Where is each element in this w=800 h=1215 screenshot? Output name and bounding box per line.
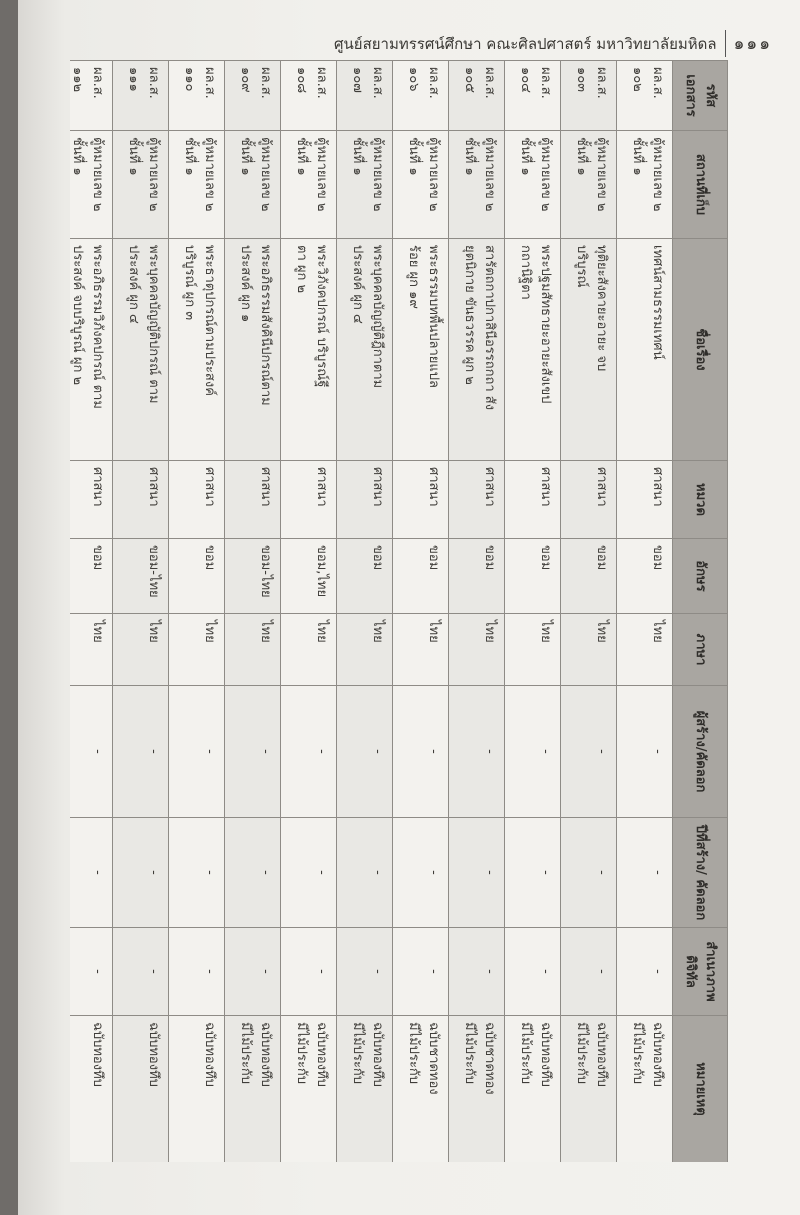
cell-category: ศาสนา [225, 461, 281, 539]
cell-title: พระปฐมสัทธายะอายะสังเขป กถานิฐิตา [505, 239, 561, 461]
table-row [225, 61, 281, 1163]
cell-code: ผล.ส. ๑๐๔ [505, 61, 561, 131]
cell-language: ไทย [70, 614, 113, 686]
cell-year: - [393, 818, 449, 928]
cell-creator: - [113, 686, 169, 818]
cell-title: สารัตถกาปกาสินีอรรถกถา สัง ยุตนิกาย ขันธวรรค ผูก ๒ [449, 239, 505, 461]
cell-creator: - [561, 686, 617, 818]
table-row [169, 61, 225, 1163]
cell-language: ไทย [505, 614, 561, 686]
cell-category: ศาสนา [337, 461, 393, 539]
cell-script: ขอม [617, 539, 673, 614]
cell-year: - [70, 818, 113, 928]
cell-year: - [617, 818, 673, 928]
cell-note: ฉบับทองทึบ [70, 1016, 113, 1163]
cell-digital: - [113, 928, 169, 1016]
cell-digital: - [169, 928, 225, 1016]
cell-location: ตู้หมายเลข ๒ ชั้นที่ ๑ [70, 131, 113, 239]
cell-digital: - [337, 928, 393, 1016]
cell-category: ศาสนา [617, 461, 673, 539]
col-header-location: สถานที่เก็บ [673, 131, 728, 239]
cell-note: ฉบับทองทึบ [113, 1016, 169, 1163]
cell-language: ไทย [169, 614, 225, 686]
cell-creator: - [225, 686, 281, 818]
cell-creator: - [393, 686, 449, 818]
manuscript-catalog-table [70, 60, 728, 1162]
cell-title: ทุติยะสังคายะอายะ จบ บริบูรณ์ [561, 239, 617, 461]
cell-script: ขอม [561, 539, 617, 614]
cell-digital: - [449, 928, 505, 1016]
cell-language: ไทย [617, 614, 673, 686]
cell-creator: - [169, 686, 225, 818]
cell-category: ศาสนา [281, 461, 337, 539]
table-row [505, 61, 561, 1163]
cell-title: พระบุคคลบัญญัติฎีกาตาม ประสงค์ ผูก ๔ [337, 239, 393, 461]
cell-code: ผล.ส. ๑๑๒ [70, 61, 113, 131]
cell-script: ขอม [505, 539, 561, 614]
cell-language: ไทย [449, 614, 505, 686]
cell-creator: - [449, 686, 505, 818]
table-row [281, 61, 337, 1163]
cell-code: ผล.ส. ๑๐๖ [393, 61, 449, 131]
cell-note: ฉบับทองทึบ มีไม้ประกับ [281, 1016, 337, 1163]
col-header-script: อักษร [673, 539, 728, 614]
cell-location: ตู้หมายเลข ๒ ชั้นที่ ๑ [449, 131, 505, 239]
cell-digital: - [70, 928, 113, 1016]
cell-location: ตู้หมายเลข ๒ ชั้นที่ ๑ [393, 131, 449, 239]
cell-year: - [561, 818, 617, 928]
table-row [617, 61, 673, 1163]
cell-note: ฉบับทองทึบ มีไม้ประกับ [225, 1016, 281, 1163]
cell-title: พระธรรมบทพื้นปลายแปล ร้อย ผูก ๑๙ [393, 239, 449, 461]
cell-script: ขอม [70, 539, 113, 614]
col-header-category: หมวด [673, 461, 728, 539]
cell-year: - [337, 818, 393, 928]
cell-code: ผล.ส. ๑๐๗ [337, 61, 393, 131]
cell-digital: - [393, 928, 449, 1016]
cell-creator: - [70, 686, 113, 818]
col-header-language: ภาษา [673, 614, 728, 686]
cell-code: ผล.ส. ๑๐๒ [617, 61, 673, 131]
cell-category: ศาสนา [393, 461, 449, 539]
running-header [334, 30, 772, 57]
cell-title: พระบุคคลบัญญัติปกรณ์ ตาม ประสงค์ ผูก ๔ [113, 239, 169, 461]
cell-digital: - [561, 928, 617, 1016]
cell-script: ขอม [169, 539, 225, 614]
cell-code: ผล.ส. ๑๐๓ [561, 61, 617, 131]
cell-title: พระอภิธรรมสังคินีปกรณ์ตาม ประสงค์ ผูก ๑ [225, 239, 281, 461]
table-row [70, 61, 113, 1163]
cell-note: ฉบับชาดทอง มีไม้ประกับ [393, 1016, 449, 1163]
cell-digital: - [281, 928, 337, 1016]
cell-title: พระธาตุปกรณ์ตามประสงค์ บริบูรณ์ ผูก ๓ [169, 239, 225, 461]
cell-year: - [225, 818, 281, 928]
cell-language: ไทย [393, 614, 449, 686]
cell-category: ศาสนา [505, 461, 561, 539]
cell-title: พระอภิธรรมวิภังคปกรณ์ ตาม ประสงค์ จบบริบูรณ์ ผูก ๒ [70, 239, 113, 461]
cell-script: ขอม [449, 539, 505, 614]
col-header-year: ปีที่สร้าง/ คัดลอก [673, 818, 728, 928]
cell-year: - [449, 818, 505, 928]
cell-code: ผล.ส. ๑๐๘ [281, 61, 337, 131]
cell-category: ศาสนา [113, 461, 169, 539]
col-header-creator: ผู้สร้าง/คัดลอก [673, 686, 728, 818]
cell-location: ตู้หมายเลข ๒ ชั้นที่ ๑ [505, 131, 561, 239]
page-number: ๑๑๑ [725, 30, 772, 57]
cell-year: - [169, 818, 225, 928]
cell-location: ตู้หมายเลข ๒ ชั้นที่ ๑ [113, 131, 169, 239]
cell-code: ผล.ส. ๑๐๕ [449, 61, 505, 131]
cell-location: ตู้หมายเลข ๒ ชั้นที่ ๑ [561, 131, 617, 239]
cell-title: เทศน์สามธรรมเทศน์ [617, 239, 673, 461]
cell-category: ศาสนา [561, 461, 617, 539]
cell-location: ตู้หมายเลข ๒ ชั้นที่ ๑ [337, 131, 393, 239]
cell-location: ตู้หมายเลข ๒ ชั้นที่ ๑ [281, 131, 337, 239]
table-row [113, 61, 169, 1163]
cell-year: - [281, 818, 337, 928]
cell-creator: - [505, 686, 561, 818]
cell-digital: - [617, 928, 673, 1016]
cell-script: ขอม-ไทย [113, 539, 169, 614]
cell-digital: - [225, 928, 281, 1016]
cell-category: ศาสนา [70, 461, 113, 539]
cell-location: ตู้หมายเลข ๒ ชั้นที่ ๑ [225, 131, 281, 239]
cell-note: ฉบับทองทึบ มีไม้ประกับ [505, 1016, 561, 1163]
header-title: ศูนย์สยามทรรศน์ศึกษา คณะศิลปศาสตร์ มหาวิทยาลัยมหิดล [334, 34, 717, 53]
table-row [337, 61, 393, 1163]
cell-script: ขอม-ไทย [225, 539, 281, 614]
cell-year: - [505, 818, 561, 928]
cell-language: ไทย [337, 614, 393, 686]
col-header-note: หมายเหตุ [673, 1016, 728, 1163]
cell-category: ศาสนา [449, 461, 505, 539]
table-region [70, 60, 728, 1162]
cell-script: ขอม [393, 539, 449, 614]
cell-creator: - [617, 686, 673, 818]
cell-script: ขอม [337, 539, 393, 614]
cell-category: ศาสนา [169, 461, 225, 539]
cell-note: ฉบับทองทึบ มีไม้ประกับ [617, 1016, 673, 1163]
cell-digital: - [505, 928, 561, 1016]
col-header-digital: สำเนาภาพ ดิจิทัล [673, 928, 728, 1016]
table-row [561, 61, 617, 1163]
cell-note: ฉบับทองทึบ มีไม้ประกับ [561, 1016, 617, 1163]
col-header-code: รหัส เอกสาร [673, 61, 728, 131]
cell-year: - [113, 818, 169, 928]
col-header-title: ชื่อเรื่อง [673, 239, 728, 461]
cell-language: ไทย [281, 614, 337, 686]
table-row [393, 61, 449, 1163]
cell-script: ขอม,ไทย [281, 539, 337, 614]
cell-language: ไทย [113, 614, 169, 686]
cell-code: ผล.ส. ๑๑๑ [113, 61, 169, 131]
cell-language: ไทย [561, 614, 617, 686]
cell-code: ผล.ส. ๑๑๐ [169, 61, 225, 131]
cell-note: ฉบับทองทึบ มีไม้ประกับ [337, 1016, 393, 1163]
cell-location: ตู้หมายเลข ๒ ชั้นที่ ๑ [169, 131, 225, 239]
cell-creator: - [281, 686, 337, 818]
cell-creator: - [337, 686, 393, 818]
cell-location: ตู้หมายเลข ๒ ชั้นที่ ๑ [617, 131, 673, 239]
table-row [449, 61, 505, 1163]
cell-note: ฉบับชาดทอง มีไม้ประกับ [449, 1016, 505, 1163]
cell-code: ผล.ส. ๑๐๙ [225, 61, 281, 131]
cell-note: ฉบับทองทึบ [169, 1016, 225, 1163]
cell-title: พระวิภังคปกรณ์ บริบูรณ์ฐี ตา ผูก ๒ [281, 239, 337, 461]
table-header-row [673, 61, 728, 1163]
cell-language: ไทย [225, 614, 281, 686]
